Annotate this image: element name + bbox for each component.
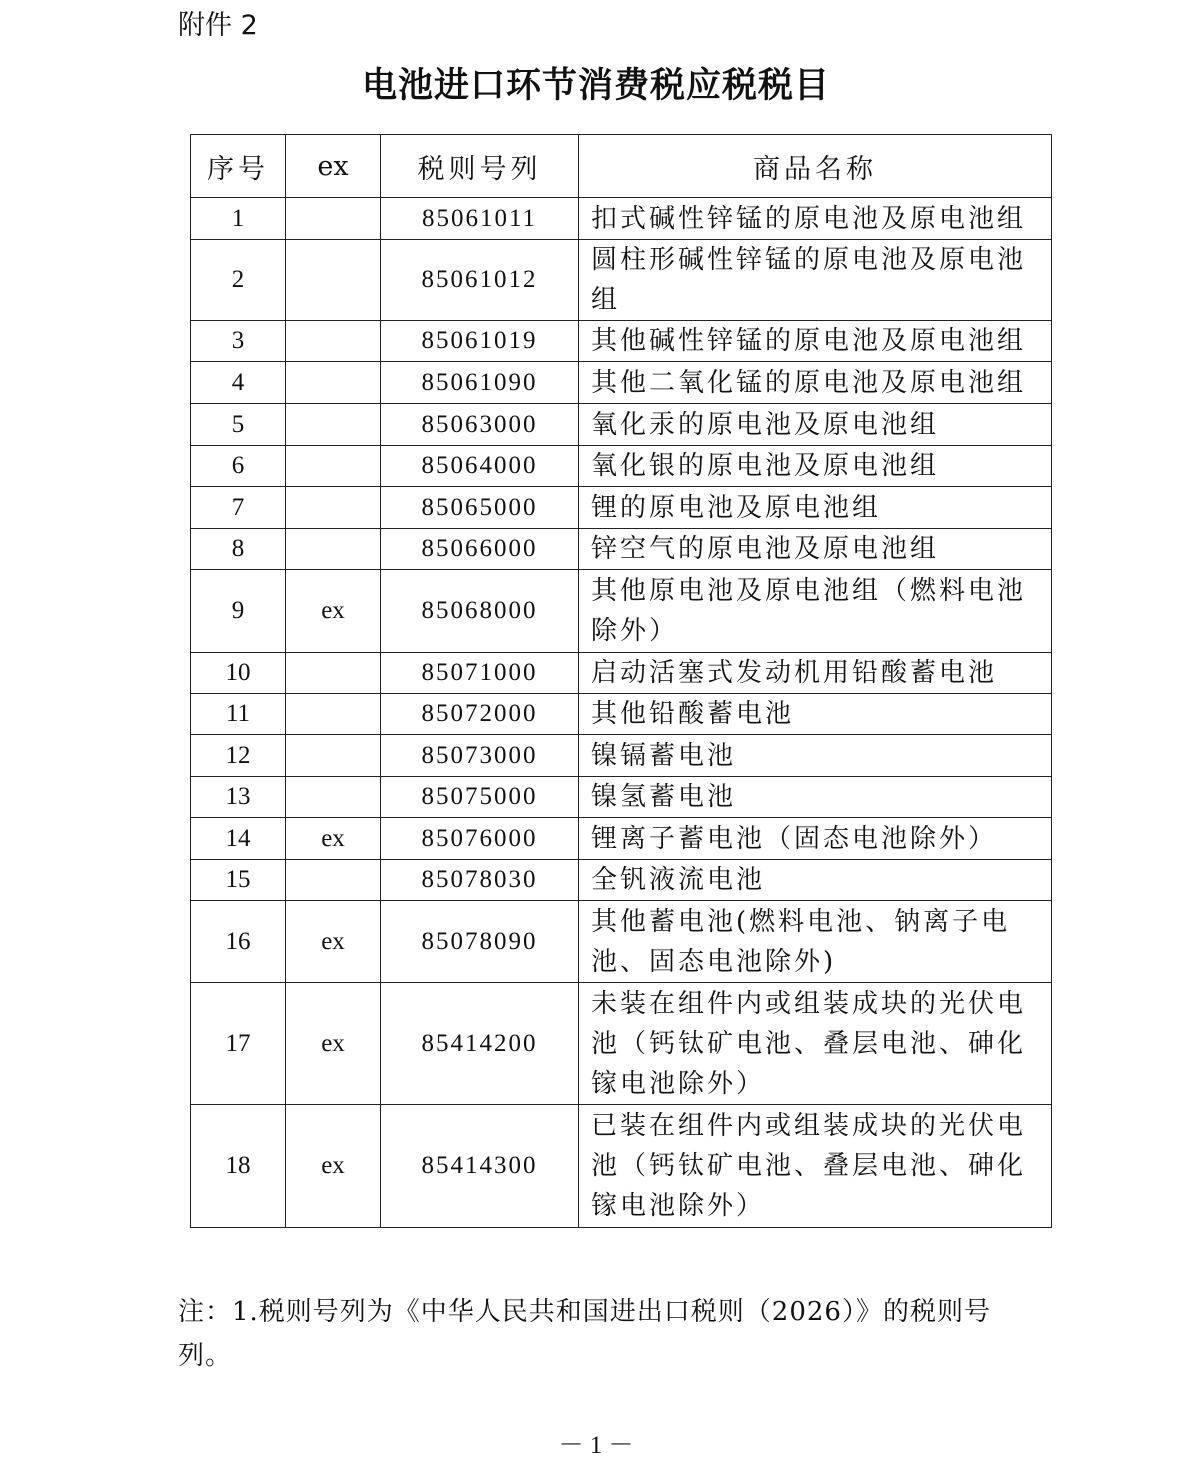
document-title: 电池进口环节消费税应税税目	[361, 66, 830, 106]
table-row	[191, 860, 1052, 901]
table-row	[191, 198, 1052, 240]
row-tariff-code: 85065000	[381, 487, 579, 529]
row-tariff-code: 85061012	[381, 240, 579, 321]
row-tariff-code: 85064000	[381, 446, 579, 487]
row-product-name: 圆柱形碱性锌锰的原电池及原电池组	[579, 240, 1052, 321]
row-product-name: 镍镉蓄电池	[579, 735, 1052, 777]
header-product-name: 商品名称	[579, 135, 1052, 198]
row-ex	[286, 446, 381, 487]
row-product-name: 氧化银的原电池及原电池组	[579, 446, 1052, 487]
table-header-row	[191, 135, 1052, 198]
row-index: 11	[191, 694, 286, 735]
row-index: 1	[191, 198, 286, 240]
table-row	[191, 694, 1052, 735]
row-product-name: 已装在组件内或组装成块的光伏电池（钙钛矿电池、叠层电池、砷化镓电池除外）	[579, 1105, 1052, 1228]
row-tariff-code: 85076000	[381, 818, 579, 860]
row-product-name: 锂的原电池及原电池组	[579, 487, 1052, 529]
table-row	[191, 818, 1052, 860]
row-ex	[286, 653, 381, 694]
row-ex	[286, 777, 381, 818]
row-product-name: 其他蓄电池(燃料电池、钠离子电池、固态电池除外)	[579, 901, 1052, 983]
table-row	[191, 983, 1052, 1105]
table-body	[191, 198, 1052, 1228]
row-tariff-code: 85068000	[381, 570, 579, 653]
row-index: 5	[191, 404, 286, 446]
row-ex: ex	[286, 570, 381, 653]
row-index: 6	[191, 446, 286, 487]
row-product-name: 其他碱性锌锰的原电池及原电池组	[579, 321, 1052, 362]
row-ex	[286, 198, 381, 240]
table-row	[191, 653, 1052, 694]
row-index: 7	[191, 487, 286, 529]
row-tariff-code: 85061019	[381, 321, 579, 362]
row-index: 2	[191, 240, 286, 321]
row-ex	[286, 404, 381, 446]
row-tariff-code: 85078090	[381, 901, 579, 983]
row-product-name: 锂离子蓄电池（固态电池除外）	[579, 818, 1052, 860]
row-ex	[286, 735, 381, 777]
row-index: 16	[191, 901, 286, 983]
row-ex: ex	[286, 901, 381, 983]
row-ex	[286, 362, 381, 404]
row-index: 17	[191, 983, 286, 1105]
header-index: 序号	[191, 135, 286, 198]
row-ex: ex	[286, 983, 381, 1105]
row-tariff-code: 85061090	[381, 362, 579, 404]
row-tariff-code: 85414300	[381, 1105, 579, 1228]
row-product-name: 氧化汞的原电池及原电池组	[579, 404, 1052, 446]
row-product-name: 其他二氧化锰的原电池及原电池组	[579, 362, 1052, 404]
table-row	[191, 446, 1052, 487]
row-tariff-code: 85061011	[381, 198, 579, 240]
row-product-name: 启动活塞式发动机用铅酸蓄电池	[579, 653, 1052, 694]
table-row	[191, 570, 1052, 653]
table-row	[191, 777, 1052, 818]
row-index: 13	[191, 777, 286, 818]
row-tariff-code: 85063000	[381, 404, 579, 446]
row-tariff-code: 85071000	[381, 653, 579, 694]
row-ex	[286, 321, 381, 362]
row-index: 4	[191, 362, 286, 404]
table-row	[191, 487, 1052, 529]
row-ex	[286, 240, 381, 321]
row-index: 10	[191, 653, 286, 694]
table-row	[191, 362, 1052, 404]
row-index: 14	[191, 818, 286, 860]
table-row	[191, 321, 1052, 362]
table-row	[191, 735, 1052, 777]
row-ex	[286, 529, 381, 570]
tariff-table	[190, 134, 1052, 1228]
page-number: － 1 －	[558, 1432, 634, 1459]
row-product-name: 其他原电池及原电池组（燃料电池除外）	[579, 570, 1052, 653]
row-index: 8	[191, 529, 286, 570]
row-product-name: 未装在组件内或组装成块的光伏电池（钙钛矿电池、叠层电池、砷化镓电池除外）	[579, 983, 1052, 1105]
footnote: 注：1.税则号列为《中华人民共和国进出口税则（2026）》的税则号列。	[178, 1297, 991, 1371]
row-product-name: 镍氢蓄电池	[579, 777, 1052, 818]
row-tariff-code: 85075000	[381, 777, 579, 818]
row-index: 9	[191, 570, 286, 653]
row-tariff-code: 85414200	[381, 983, 579, 1105]
row-ex: ex	[286, 818, 381, 860]
row-index: 12	[191, 735, 286, 777]
row-ex	[286, 694, 381, 735]
table-row	[191, 240, 1052, 321]
row-index: 15	[191, 860, 286, 901]
row-tariff-code: 85066000	[381, 529, 579, 570]
attachment-label: 附件 2	[178, 10, 258, 41]
row-tariff-code: 85072000	[381, 694, 579, 735]
table-row	[191, 1105, 1052, 1228]
row-tariff-code: 85073000	[381, 735, 579, 777]
row-tariff-code: 85078030	[381, 860, 579, 901]
table-row	[191, 901, 1052, 983]
header-tariff-code: 税则号列	[381, 135, 579, 198]
row-product-name: 全钒液流电池	[579, 860, 1052, 901]
row-ex: ex	[286, 1105, 381, 1228]
row-ex	[286, 860, 381, 901]
row-ex	[286, 487, 381, 529]
row-product-name: 其他铅酸蓄电池	[579, 694, 1052, 735]
row-product-name: 扣式碱性锌锰的原电池及原电池组	[579, 198, 1052, 240]
table-row	[191, 404, 1052, 446]
row-index: 3	[191, 321, 286, 362]
header-ex: ex	[286, 135, 381, 198]
table-row	[191, 529, 1052, 570]
row-index: 18	[191, 1105, 286, 1228]
row-product-name: 锌空气的原电池及原电池组	[579, 529, 1052, 570]
